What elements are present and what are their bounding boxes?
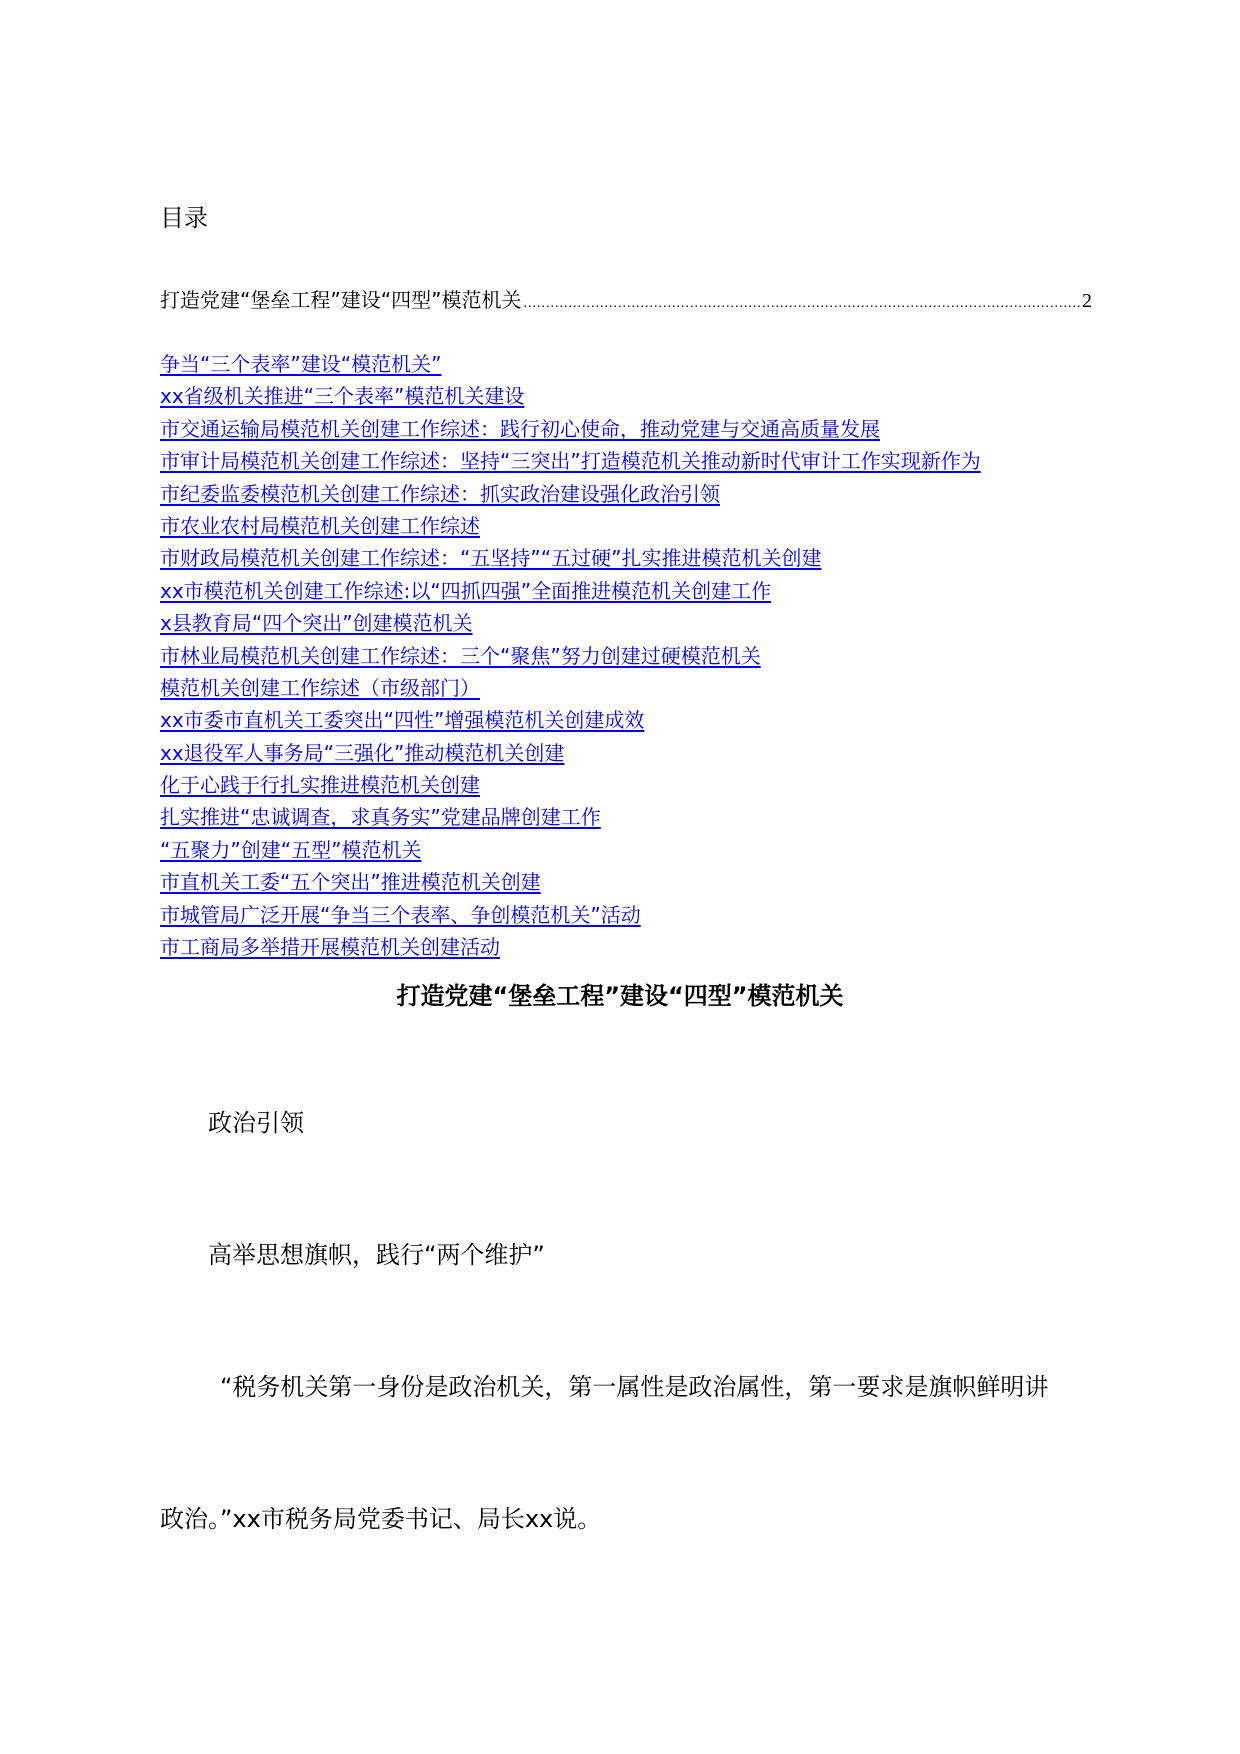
article-title: 打造党建“堡垒工程”建设“四型”模范机关 [396, 982, 844, 1010]
toc-link[interactable]: 市农业农村局模范机关创建工作综述 [160, 513, 480, 538]
toc-link[interactable]: 市财政局模范机关创建工作综述：“五坚持”“五过硬”扎实推进模范机关创建 [160, 546, 822, 571]
toc-page-number: 2 [1082, 290, 1092, 312]
toc-link[interactable]: 模范机关创建工作综述（市级部门） [160, 675, 480, 700]
toc-list-item [160, 478, 981, 510]
toc-main-entry-title[interactable]: 打造党建“堡垒工程”建设“四型”模范机关 [160, 288, 522, 312]
toc-list-item [160, 445, 981, 477]
toc-link[interactable]: 扎实推进“忠诚调查，求真务实”党建品牌创建工作 [160, 805, 601, 830]
toc-link[interactable]: xx省级机关推进“三个表率”模范机关建设 [160, 384, 525, 409]
toc-main-entry[interactable] [160, 286, 1092, 318]
toc-list-item [160, 899, 981, 931]
toc-link[interactable]: “五聚力”创建“五型”模范机关 [160, 837, 422, 862]
toc-list-item [160, 672, 981, 704]
toc-link[interactable]: x县教育局“四个突出”创建模范机关 [160, 611, 473, 636]
toc-link[interactable]: 市城管局广泛开展“争当三个表率、争创模范机关”活动 [160, 902, 641, 927]
toc-link[interactable]: xx市委市直机关工委突出“四性”增强模范机关创建成效 [160, 708, 645, 733]
toc-link[interactable]: xx退役军人事务局“三强化”推动模范机关创建 [160, 740, 565, 765]
article-paragraph: “税务机关第一身份是政治机关，第一属性是政治属性，第一要求是旗帜鲜明讲 [220, 1373, 1049, 1401]
toc-link[interactable]: xx市模范机关创建工作综述:以“四抓四强”全面推进模范机关创建工作 [160, 578, 772, 603]
toc-link[interactable]: 市直机关工委“五个突出”推进模范机关创建 [160, 870, 541, 895]
toc-heading: 目录 [160, 204, 208, 232]
toc-link[interactable]: 市纪委监委模范机关创建工作综述：抓实政治建设强化政治引领 [160, 481, 720, 506]
article-paragraph: 高举思想旗帜，践行“两个维护” [208, 1241, 545, 1269]
toc-list-item [160, 704, 981, 736]
toc-list-item [160, 348, 981, 380]
toc-list-item [160, 769, 981, 801]
toc-list-item [160, 510, 981, 542]
toc-link[interactable]: 市审计局模范机关创建工作综述：坚持“三突出”打造模范机关推动新时代审计工作实现新作为 [160, 449, 981, 474]
toc-list-item [160, 380, 981, 412]
toc-list-item [160, 737, 981, 769]
toc-link[interactable]: 争当“三个表率”建设“模范机关” [160, 352, 442, 376]
article-paragraph: 政治引领 [208, 1109, 304, 1137]
article-paragraph: 政治。”xx市税务局党委书记、局长xx说。 [160, 1505, 602, 1533]
toc-list-item [160, 575, 981, 607]
toc-list-item [160, 866, 981, 898]
toc-list-item [160, 640, 981, 672]
toc-list-item [160, 801, 981, 833]
toc-list-item [160, 413, 981, 445]
toc-list-item [160, 607, 981, 639]
toc-link[interactable]: 化于心践于行扎实推进模范机关创建 [160, 773, 480, 798]
toc-list-item [160, 931, 981, 963]
toc-link[interactable]: 市林业局模范机关创建工作综述：三个“聚焦”努力创建过硬模范机关 [160, 643, 761, 668]
toc-list-item [160, 834, 981, 866]
toc-link-list [160, 348, 981, 963]
toc-leader-dots [523, 290, 1080, 318]
toc-list-item [160, 542, 981, 574]
toc-link[interactable]: 市工商局多举措开展模范机关创建活动 [160, 935, 500, 960]
toc-link[interactable]: 市交通运输局模范机关创建工作综述：践行初心使命，推动党建与交通高质量发展 [160, 416, 880, 441]
